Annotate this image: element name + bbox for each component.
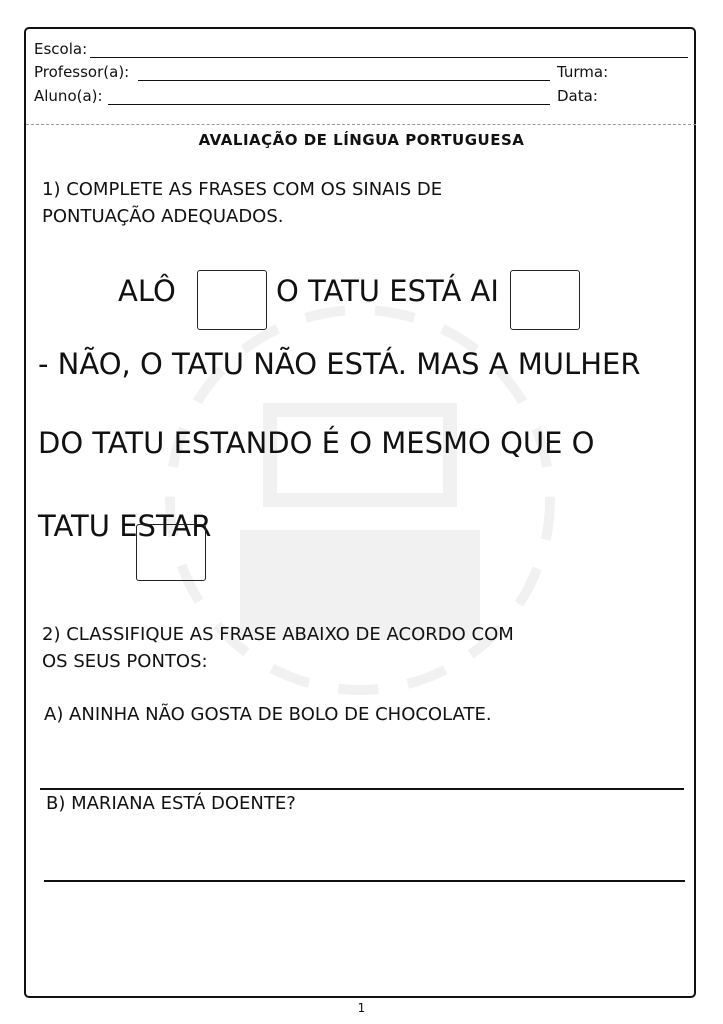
item-b-answer-line[interactable] xyxy=(44,880,685,882)
class-label: Turma: xyxy=(557,63,609,81)
school-label: Escola: xyxy=(34,40,88,58)
date-label: Data: xyxy=(557,87,598,105)
sentence-nao-line: - NÃO, O TATU NÃO ESTÁ. MAS A MULHER xyxy=(38,347,641,381)
punctuation-box-2[interactable] xyxy=(510,270,580,330)
question2-text-line2: OS SEUS PONTOS: xyxy=(42,651,208,672)
teacher-field-line[interactable] xyxy=(138,80,550,81)
school-field-line[interactable] xyxy=(90,57,688,58)
punctuation-box-1[interactable] xyxy=(197,270,267,330)
student-field-line[interactable] xyxy=(108,104,550,105)
student-label: Aluno(a): xyxy=(34,87,103,105)
question2-text-line1: 2) CLASSIFIQUE AS FRASE ABAIXO DE ACORDO COM xyxy=(42,624,514,645)
question1-text-line1: 1) COMPLETE AS FRASES COM OS SINAIS DE xyxy=(42,179,443,200)
teacher-label: Professor(a): xyxy=(34,63,130,81)
question1-text-line2: PONTUAÇÃO ADEQUADOS. xyxy=(42,206,284,227)
page-title: AVALIAÇÃO DE LÍNGUA PORTUGUESA xyxy=(198,131,525,149)
item-a-text: A) ANINHA NÃO GOSTA DE BOLO DE CHOCOLATE. xyxy=(44,704,492,725)
header-divider xyxy=(26,124,696,125)
sentence-tatu-estar: TATU ESTAR xyxy=(38,509,212,543)
sentence-tatu-esta: O TATU ESTÁ AI xyxy=(276,274,499,308)
sentence-do-tatu-line: DO TATU ESTANDO É O MESMO QUE O xyxy=(38,426,595,460)
sentence-alo: ALÔ xyxy=(118,274,176,308)
page-number: 1 xyxy=(357,1001,366,1015)
punctuation-box-3[interactable] xyxy=(136,524,206,581)
item-b-text: B) MARIANA ESTÁ DOENTE? xyxy=(46,793,296,814)
